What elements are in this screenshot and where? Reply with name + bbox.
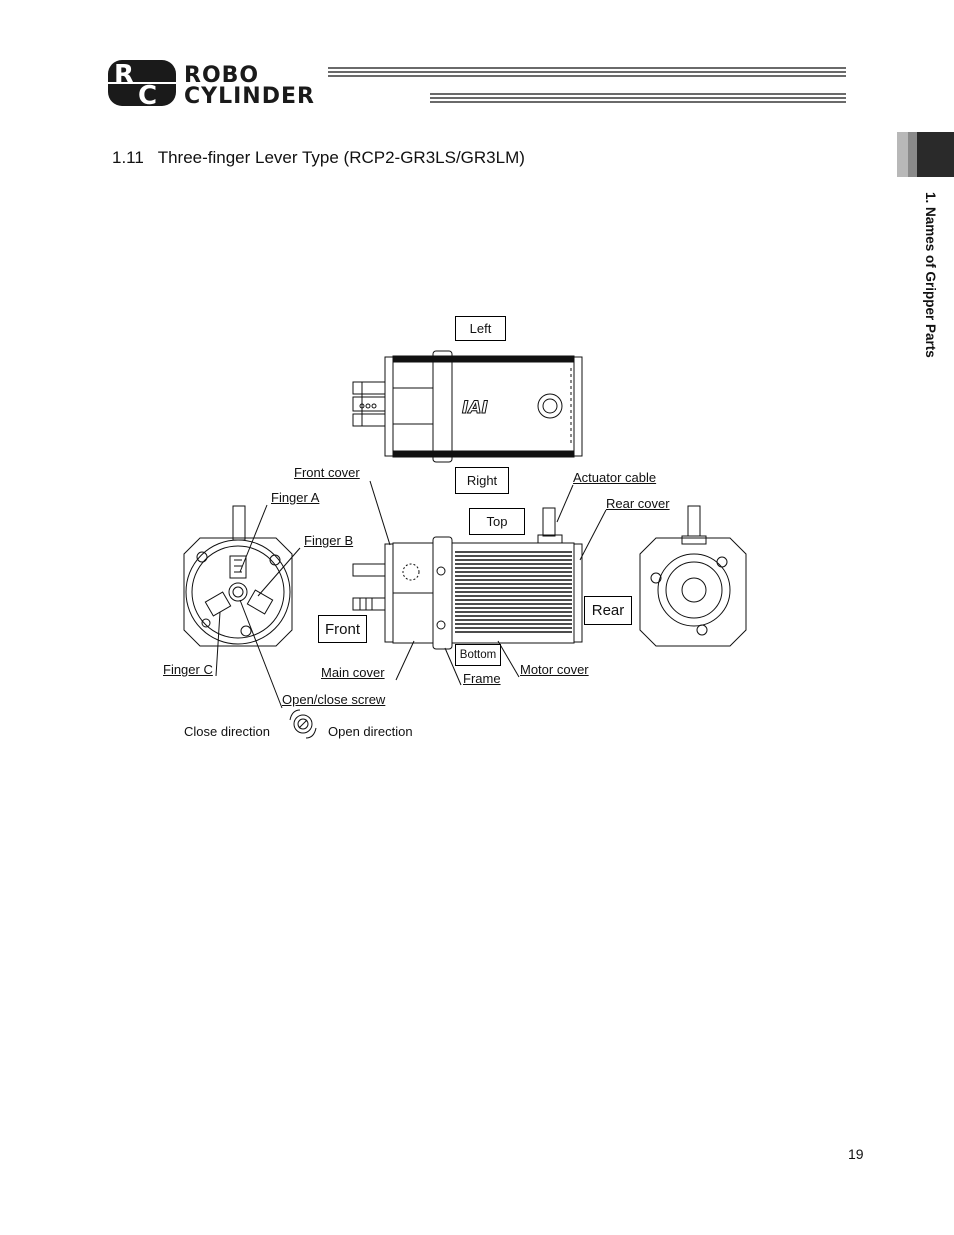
page-number: 19 <box>848 1146 864 1162</box>
label-front-cover: Front cover <box>294 465 360 480</box>
label-actuator-cable: Actuator cable <box>573 470 657 485</box>
rear-flange-view <box>640 506 746 646</box>
label-finger-c: Finger C <box>163 662 213 677</box>
view-label-rear: Rear <box>584 596 632 625</box>
view-label-bottom: Bottom <box>455 644 501 666</box>
label-rear-cover: Rear cover <box>606 496 670 511</box>
logo-text-top: ROBO <box>184 63 260 88</box>
motor-fins <box>455 552 572 632</box>
logo-text-bottom: CYLINDER <box>184 84 315 109</box>
view-label-front: Front <box>318 615 367 643</box>
view-label-left: Left <box>455 316 506 341</box>
label-open-close-screw: Open/close screw <box>282 692 386 707</box>
label-close-direction: Close direction <box>184 724 270 739</box>
section-number: 1.11 <box>112 148 144 167</box>
iai-brand-mark: IAI <box>462 398 488 418</box>
label-frame: Frame <box>463 671 501 686</box>
view-label-right: Right <box>455 467 509 494</box>
label-finger-a: Finger A <box>271 490 320 505</box>
logo-letter-c: C <box>138 81 158 111</box>
label-main-cover: Main cover <box>321 665 385 680</box>
view-label-top: Top <box>469 508 525 535</box>
label-finger-b: Finger B <box>304 533 354 548</box>
logo-letter-r: R <box>114 60 135 90</box>
chapter-tab-label: 1. Names of Gripper Parts <box>923 192 938 358</box>
label-motor-cover: Motor cover <box>520 662 589 677</box>
section-title: Three-finger Lever Type (RCP2-GR3LS/GR3LM) <box>157 148 525 167</box>
open-close-screw-icon <box>290 710 316 738</box>
label-open-direction: Open direction <box>328 724 413 739</box>
